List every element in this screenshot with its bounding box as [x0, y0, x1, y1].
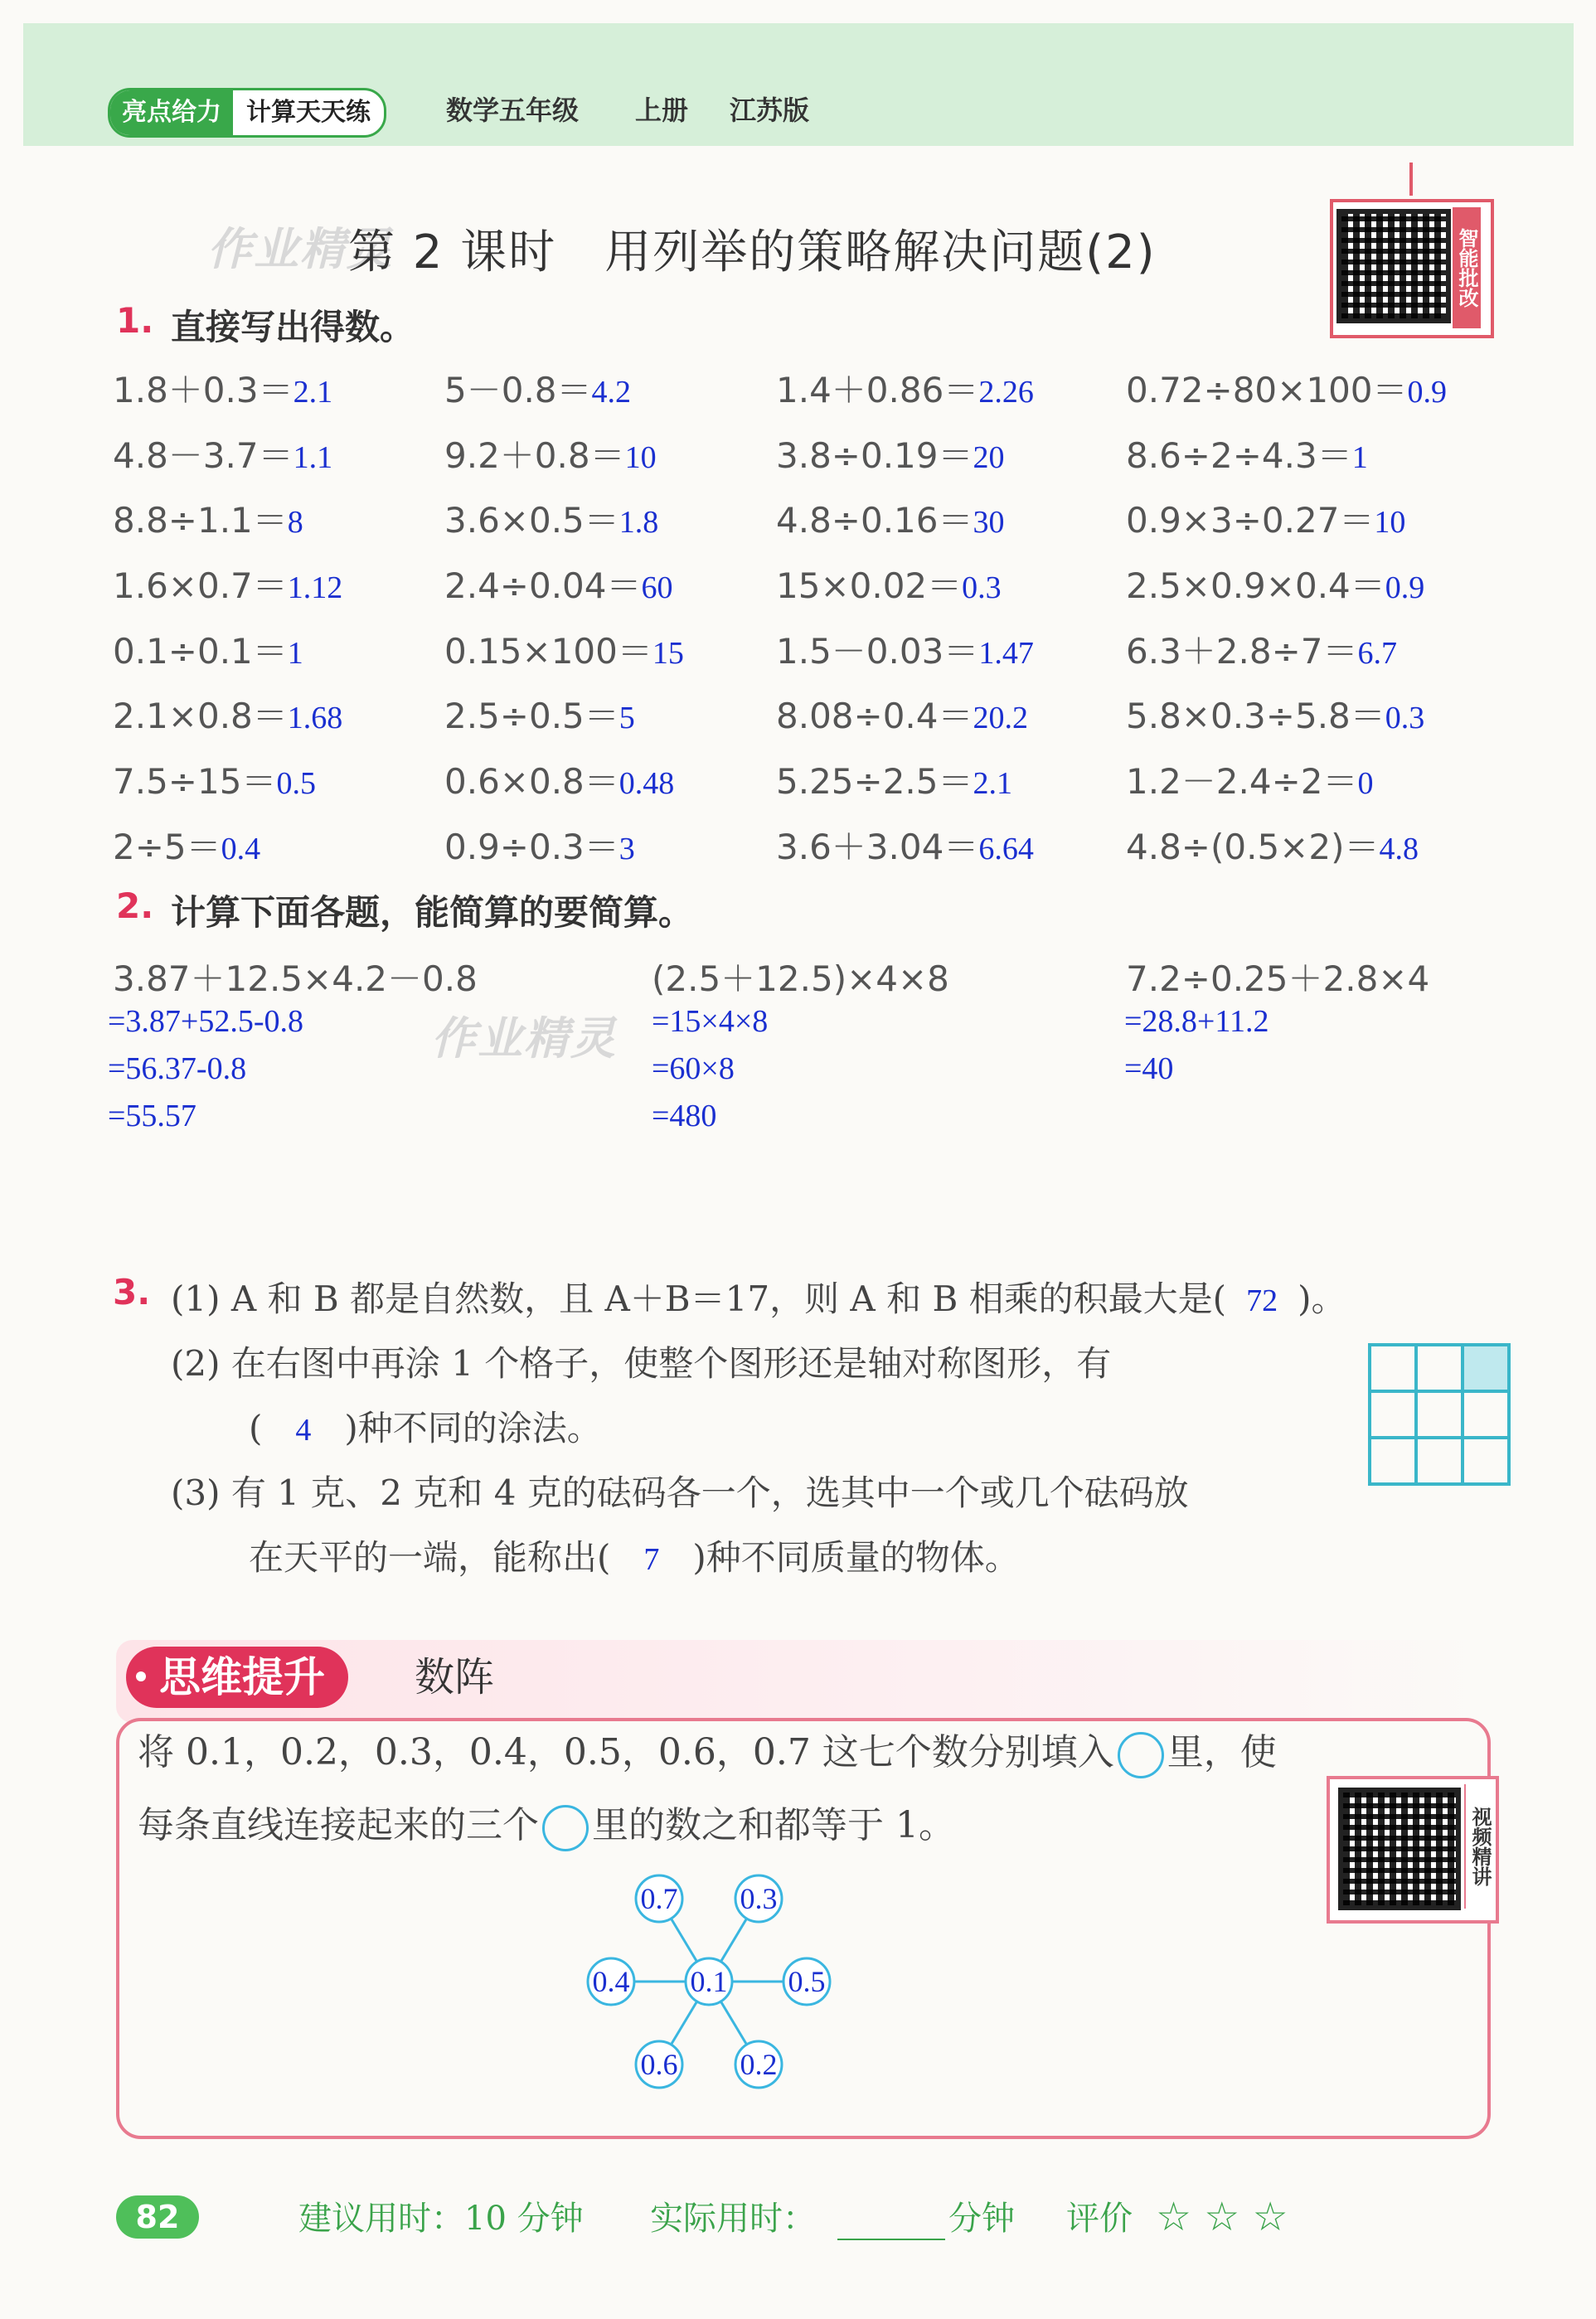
calc-row — [113, 624, 1522, 690]
calc-item — [113, 754, 316, 804]
calc-item — [113, 820, 260, 870]
thinking-badge: 思维提升 — [126, 1647, 348, 1708]
calc-item — [113, 559, 342, 609]
calc-item — [776, 689, 1028, 739]
actual-time-blank[interactable] — [837, 2239, 945, 2240]
brand-badge — [108, 88, 386, 138]
calc-answer: 0.9 — [1407, 375, 1448, 410]
calc-question: 0.15×100＝ — [444, 630, 652, 672]
page-number: 82 — [116, 2195, 199, 2239]
node-top-right-value: 0.3 — [740, 1882, 778, 1915]
problem-2-step: =480 — [652, 1099, 717, 1133]
calc-answer: 5 — [619, 701, 635, 736]
q3-part2-line1: (2) 在右图中再涂 1 个格子，使整个图形还是轴对称图形，有 — [171, 1343, 1112, 1384]
calc-row — [113, 363, 1522, 429]
q3-part3-line2 — [249, 1531, 1020, 1580]
calc-question: 5.25÷2.5＝ — [776, 761, 973, 803]
calc-item — [1126, 754, 1374, 804]
calc-row — [113, 689, 1522, 754]
q3-part2-line2 — [249, 1401, 602, 1451]
problem-1-step: =56.37-0.8 — [108, 1051, 247, 1086]
qr-code-icon[interactable] — [1336, 209, 1451, 323]
calc-question: 7.5÷15＝ — [113, 761, 277, 803]
calc-answer: 8 — [287, 505, 303, 541]
calc-question: 5.8×0.3÷5.8＝ — [1126, 696, 1385, 737]
calc-answer: 1.8 — [619, 505, 659, 541]
q3-part3-text-b: )种不同质量的物体。 — [692, 1537, 1020, 1578]
calc-item — [113, 689, 342, 739]
node-left-value: 0.4 — [592, 1965, 630, 1998]
problem-1-step: =3.87+52.5-0.8 — [108, 1004, 304, 1039]
calc-question: 5－0.8＝ — [444, 370, 592, 410]
problem-3-step: =28.8+11.2 — [1124, 1004, 1269, 1039]
calc-answer: 1.12 — [287, 570, 343, 606]
calc-item — [444, 820, 635, 870]
calc-question: 1.4＋0.86＝ — [776, 370, 979, 410]
page-title: 第 2 课时 用列举的策略解决问题(2) — [348, 226, 1157, 279]
calc-item — [444, 689, 635, 739]
q3-part2-open: ( — [249, 1408, 263, 1448]
calc-question: 15×0.02＝ — [776, 565, 963, 607]
calc-answer: 1.68 — [287, 701, 343, 736]
calc-item — [444, 559, 673, 609]
section-1-title: 直接写出得数。 — [171, 307, 415, 347]
calc-item — [776, 559, 1002, 609]
calc-item — [1126, 689, 1424, 739]
calc-row — [113, 429, 1522, 494]
calc-answer: 10 — [1374, 505, 1406, 541]
calc-question: 8.8÷1.1＝ — [113, 500, 288, 541]
q3-part3-text-a: 在天平的一端，能称出( — [249, 1537, 611, 1578]
calc-question: 1.2－2.4÷2＝ — [1126, 761, 1358, 803]
problem-3-expression: 7.2÷0.25＋2.8×4 — [1126, 958, 1430, 999]
mental-math-grid — [113, 363, 1522, 885]
grid-cell — [1370, 1391, 1416, 1438]
calc-answer: 0 — [1357, 766, 1374, 802]
q3-part3-answer: 7 — [643, 1542, 660, 1577]
calc-question: 2.5×0.9×0.4＝ — [1126, 565, 1385, 607]
q3-part1 — [171, 1272, 1346, 1322]
calc-question: 0.6×0.8＝ — [444, 761, 619, 803]
calc-question: 9.2＋0.8＝ — [444, 434, 625, 476]
qr-tag-video: 视频精讲 — [1464, 1784, 1494, 1909]
calc-item — [776, 429, 1005, 478]
problem-1-expression: 3.87＋12.5×4.2－0.8 — [113, 958, 478, 999]
problem-3-step: =40 — [1124, 1051, 1174, 1086]
calc-question: 3.6×0.5＝ — [444, 500, 619, 541]
section-2-number: 2. — [116, 885, 154, 926]
badge-dot-icon — [136, 1671, 146, 1681]
calc-item — [776, 363, 1034, 413]
node-top-left-value: 0.7 — [640, 1882, 678, 1915]
thinking-text: 将 0.1，0.2，0.3，0.4，0.5，0.6，0.7 这七个数分别填入 — [138, 1731, 1114, 1773]
calc-question: 4.8－3.7＝ — [113, 434, 293, 476]
actual-time-label: 实际用时： — [650, 2200, 816, 2238]
calc-row — [113, 820, 1522, 885]
calc-item — [113, 493, 303, 543]
circle-icon — [542, 1805, 589, 1851]
q3-part2-answer: 4 — [295, 1413, 312, 1448]
calc-item — [444, 493, 658, 543]
calc-question: 2÷5＝ — [113, 826, 221, 867]
calc-item — [1126, 363, 1447, 413]
calc-item — [1126, 493, 1405, 543]
grid-cell-shaded — [1463, 1345, 1509, 1391]
calc-question: 2.4÷0.04＝ — [444, 565, 642, 607]
calc-answer: 20 — [973, 439, 1005, 475]
calc-item — [776, 624, 1034, 674]
thinking-text: 里，使 — [1167, 1731, 1277, 1773]
calc-row — [113, 754, 1522, 820]
calc-answer: 20.2 — [973, 701, 1029, 736]
node-bottom-right-value: 0.2 — [740, 2048, 778, 2081]
calc-question: 8.08÷0.4＝ — [776, 696, 973, 737]
grid-cell — [1370, 1438, 1416, 1484]
suggested-time: 建议用时：10 分钟 — [298, 2200, 584, 2238]
calc-question: 4.8÷0.16＝ — [776, 500, 973, 541]
edition-label: 江苏版 — [730, 95, 810, 126]
calc-item — [444, 754, 674, 804]
thinking-text: 里的数之和都等于 1。 — [592, 1804, 955, 1846]
calc-answer: 1 — [1351, 439, 1368, 475]
q3-part2-close: )种不同的涂法。 — [344, 1408, 602, 1448]
watermark: 作业精灵 — [431, 1012, 617, 1065]
calc-answer: 3 — [619, 831, 635, 866]
calc-question: 4.8÷(0.5×2)＝ — [1126, 826, 1380, 867]
calc-answer: 1.1 — [293, 439, 333, 475]
calc-answer: 4.8 — [1379, 831, 1419, 866]
calc-question: 0.9÷0.3＝ — [444, 826, 619, 867]
calc-answer: 1.47 — [978, 635, 1034, 671]
calc-question: 8.6÷2÷4.3＝ — [1126, 434, 1352, 476]
calc-answer: 6.7 — [1357, 635, 1398, 671]
rating-stars — [1156, 2194, 1288, 2240]
calc-question: 1.5－0.03＝ — [776, 630, 979, 672]
calc-answer: 10 — [624, 439, 657, 475]
calc-item — [776, 820, 1034, 870]
number-array-diagram — [564, 1857, 862, 2106]
q3-part3-line1: (3) 有 1 克、2 克和 4 克的砝码各一个，选其中一个或几个砝码放 — [171, 1472, 1189, 1513]
calc-item — [1126, 820, 1419, 870]
calc-question: 2.1×0.8＝ — [113, 696, 288, 737]
symmetry-grid-figure — [1368, 1343, 1511, 1486]
calc-answer: 4.2 — [591, 375, 632, 410]
calc-question: 0.1÷0.1＝ — [113, 630, 288, 672]
watermark: 作业精灵 — [207, 223, 393, 275]
calc-answer: 30 — [973, 505, 1005, 541]
thinking-text: 每条直线连接起来的三个 — [138, 1804, 539, 1846]
section-3-number: 3. — [113, 1272, 151, 1312]
calc-answer: 0.4 — [221, 831, 261, 866]
calc-item — [444, 624, 684, 674]
calc-answer: 0.3 — [1385, 701, 1425, 736]
calc-answer: 2.1 — [293, 375, 333, 410]
calc-answer: 0.48 — [619, 766, 675, 802]
subject-label: 数学五年级 — [446, 95, 580, 126]
star-icon[interactable]: ☆ — [1156, 2194, 1192, 2240]
calc-question: 1.6×0.7＝ — [113, 565, 288, 607]
calc-answer: 1 — [287, 635, 303, 671]
calc-item — [776, 493, 1005, 543]
grid-cell — [1416, 1345, 1463, 1391]
qr-hanger — [1409, 163, 1413, 196]
brand-left: 亮点给力 — [110, 90, 233, 135]
calc-answer: 0.5 — [276, 766, 316, 802]
node-right-value: 0.5 — [788, 1965, 826, 1998]
star-icon[interactable]: ☆ — [1252, 2194, 1288, 2240]
thinking-line-1 — [138, 1726, 1277, 1779]
q3-part1-text-a: (1) A 和 B 都是自然数，且 A＋B＝17，则 A 和 B 相乘的积最大是( — [171, 1278, 1227, 1319]
calc-question: 3.8÷0.19＝ — [776, 434, 973, 476]
circle-icon — [1118, 1732, 1164, 1778]
problem-2-step: =60×8 — [652, 1051, 735, 1086]
star-icon[interactable]: ☆ — [1204, 2194, 1240, 2240]
volume-label: 上册 — [635, 95, 689, 126]
q3-part1-answer: 72 — [1246, 1283, 1278, 1318]
qr-tag-grading: 智能批改 — [1453, 207, 1481, 328]
calc-question: 3.6＋3.04＝ — [776, 826, 979, 867]
brand-right: 计算天天练 — [246, 98, 371, 127]
section-1-number: 1. — [116, 300, 154, 341]
calc-question: 2.5÷0.5＝ — [444, 696, 619, 737]
qr-code-icon[interactable] — [1338, 1788, 1461, 1910]
grid-cell — [1416, 1438, 1463, 1484]
node-center-value: 0.1 — [690, 1965, 728, 1998]
calc-item — [1126, 559, 1424, 609]
problem-2-step: =15×4×8 — [652, 1004, 769, 1039]
problem-2-expression: (2.5＋12.5)×4×8 — [652, 958, 949, 999]
calc-item — [113, 624, 303, 674]
calc-item — [776, 754, 1012, 804]
grid-cell — [1370, 1345, 1416, 1391]
calc-item — [444, 363, 631, 413]
section-2-title: 计算下面各题，能简算的要简算。 — [171, 892, 694, 933]
calc-item — [444, 429, 657, 478]
problem-1-step: =55.57 — [108, 1099, 196, 1133]
thinking-line-2 — [138, 1799, 955, 1852]
calc-item — [113, 363, 332, 413]
calc-item — [1126, 429, 1368, 478]
calc-answer: 6.64 — [978, 831, 1034, 866]
thinking-topic: 数阵 — [415, 1654, 495, 1700]
calc-question: 6.3＋2.8÷7＝ — [1126, 630, 1358, 672]
q3-part1-text-b: )。 — [1298, 1278, 1346, 1319]
calc-item — [113, 429, 332, 478]
calc-row — [113, 493, 1522, 559]
node-bottom-left-value: 0.6 — [640, 2048, 678, 2081]
calc-answer: 2.1 — [973, 766, 1013, 802]
calc-answer: 2.26 — [978, 375, 1034, 410]
rating-label: 评价 — [1066, 2200, 1133, 2238]
calc-question: 1.8＋0.3＝ — [113, 370, 293, 410]
grid-cell — [1416, 1391, 1463, 1438]
calc-item — [1126, 624, 1397, 674]
calc-question: 0.72÷80×100＝ — [1126, 370, 1408, 410]
grid-cell — [1463, 1438, 1509, 1484]
calc-question: 0.9×3÷0.27＝ — [1126, 500, 1375, 541]
grid-cell — [1463, 1391, 1509, 1438]
calc-answer: 0.9 — [1385, 570, 1425, 606]
calc-row — [113, 559, 1522, 624]
calc-answer: 60 — [641, 570, 673, 606]
minute-unit: 分钟 — [948, 2200, 1015, 2238]
calc-answer: 15 — [652, 635, 684, 671]
calc-answer: 0.3 — [962, 570, 1002, 606]
